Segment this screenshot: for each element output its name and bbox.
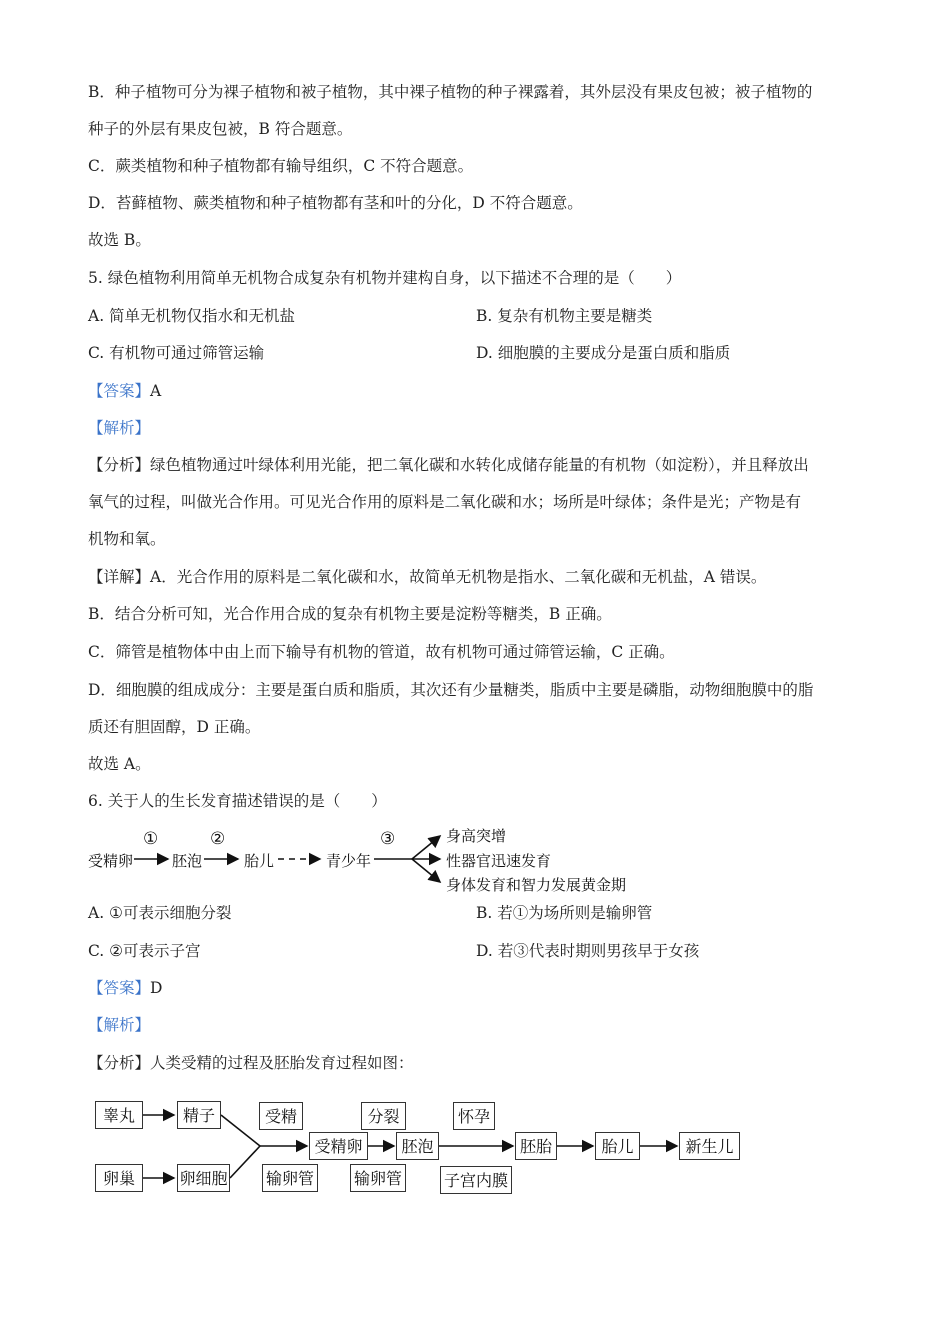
answer-value: A <box>150 382 162 400</box>
q5-detail-d1: D．细胞膜的组成成分：主要是蛋白质和脂质，其次还有少量糖类，脂质中主要是磷脂，动物细胞膜中的脂 <box>88 681 814 699</box>
box-sperm: 精子 <box>177 1101 221 1129</box>
answer-tag: 【答案】 <box>88 979 151 997</box>
answer-value: D <box>150 979 163 997</box>
q6-stem: 6. 关于人的生长发育描述错误的是（ ） <box>88 792 387 810</box>
q5-analysis-line1 <box>88 454 809 476</box>
q5-detail-d2: 质还有胆固醇，D 正确。 <box>88 718 261 736</box>
detail-text: A．光合作用的原料是二氧化碳和水，故简单无机物是指水、二氧化碳和无机盐，A 错误。 <box>150 568 767 586</box>
prev-c: C．蕨类植物和种子植物都有输导组织，C 不符合题意。 <box>88 157 474 175</box>
box-egg-cell: 卵细胞 <box>177 1164 230 1192</box>
prev-b-line2: 种子的外层有果皮包被，B 符合题意。 <box>88 120 353 138</box>
analysis-tag: 【分析】 <box>88 1054 151 1072</box>
flow-node-fetus: 胎儿 <box>244 852 275 870</box>
analysis-text: 绿色植物通过叶绿体利用光能，把二氧化碳和水转化成储存能量的有机物（如淀粉），并且释放出 <box>150 456 809 474</box>
q5-option-d: D. 细胞膜的主要成分是蛋白质和脂质 <box>476 344 731 362</box>
q6-option-d: D. 若③代表时期则男孩早于女孩 <box>476 942 700 960</box>
q6-jiexi-tag: 【解析】 <box>88 1016 151 1034</box>
q6-analysis <box>88 1052 414 1074</box>
box-endometrium: 子宫内膜 <box>440 1166 512 1194</box>
box-oviduct-2: 输卵管 <box>350 1164 406 1192</box>
flow-node-blastocyst: 胚泡 <box>172 852 203 870</box>
q6-option-c: C. ②可表示子宫 <box>88 942 201 960</box>
box-division: 分裂 <box>361 1102 406 1130</box>
flow-branch-sex-organ: 性器官迅速发育 <box>446 852 552 870</box>
box-ovary: 卵巢 <box>95 1164 143 1192</box>
flow-node-zygote: 受精卵 <box>88 852 134 870</box>
q5-answer <box>88 380 161 402</box>
flow-label-3: ③ <box>380 829 396 849</box>
q5-detail-b: B．结合分析可知，光合作用合成的复杂有机物主要是淀粉等糖类，B 正确。 <box>88 605 612 623</box>
q5-analysis-line2: 氧气的过程，叫做光合作用。可见光合作用的原料是二氧化碳和水；场所是叶绿体；条件是光；产物是有 <box>88 493 802 511</box>
flow-label-2: ② <box>210 829 226 849</box>
analysis-tag: 【分析】 <box>88 456 151 474</box>
q6-option-b: B. 若①为场所则是输卵管 <box>476 904 653 922</box>
flow-branch-golden-period: 身体发育和智力发展黄金期 <box>446 876 627 894</box>
box-embryo: 胚胎 <box>515 1132 557 1160</box>
q5-option-b: B. 复杂有机物主要是糖类 <box>476 307 653 325</box>
box-newborn: 新生儿 <box>679 1132 740 1160</box>
prev-d: D．苔藓植物、蕨类植物和种子植物都有茎和叶的分化，D 不符合题意。 <box>88 194 583 212</box>
box-pregnancy: 怀孕 <box>453 1102 495 1130</box>
flow-label-1: ① <box>143 829 159 849</box>
q5-stem: 5. 绿色植物利用简单无机物合成复杂有机物并建构自身，以下描述不合理的是（ ） <box>88 269 682 287</box>
q5-choice: 故选 A。 <box>88 755 151 773</box>
box-zygote: 受精卵 <box>309 1132 368 1160</box>
q5-analysis-line3: 机物和氧。 <box>88 530 166 548</box>
box-oviduct-1: 输卵管 <box>262 1164 318 1192</box>
q6-answer <box>88 977 162 999</box>
flow-branch-height: 身高突增 <box>446 827 507 845</box>
q5-detail-c: C．筛管是植物体中由上而下输导有机物的管道，故有机物可通过筛管运输，C 正确。 <box>88 643 675 661</box>
box-testis: 睾丸 <box>95 1101 143 1129</box>
flow-node-adolescent: 青少年 <box>326 852 372 870</box>
q6-option-a: A. ①可表示细胞分裂 <box>88 904 232 922</box>
analysis-text: 人类受精的过程及胚胎发育过程如图： <box>150 1054 414 1072</box>
prev-b-line1: B．种子植物可分为裸子植物和被子植物，其中裸子植物的种子裸露着，其外层没有果皮包被；被子植物的 <box>88 83 813 101</box>
detail-tag: 【详解】 <box>88 568 151 586</box>
q5-option-a: A. 简单无机物仅指水和无机盐 <box>88 307 296 325</box>
box-fetus: 胎儿 <box>595 1132 640 1160</box>
answer-tag: 【答案】 <box>88 382 151 400</box>
prev-choice: 故选 B。 <box>88 231 151 249</box>
q5-jiexi-tag: 【解析】 <box>88 419 151 437</box>
q5-detail-a <box>88 566 766 588</box>
box-blastocyst: 胚泡 <box>396 1132 439 1160</box>
box-fertilization: 受精 <box>259 1102 303 1130</box>
q5-option-c: C. 有机物可通过筛管运输 <box>88 344 265 362</box>
